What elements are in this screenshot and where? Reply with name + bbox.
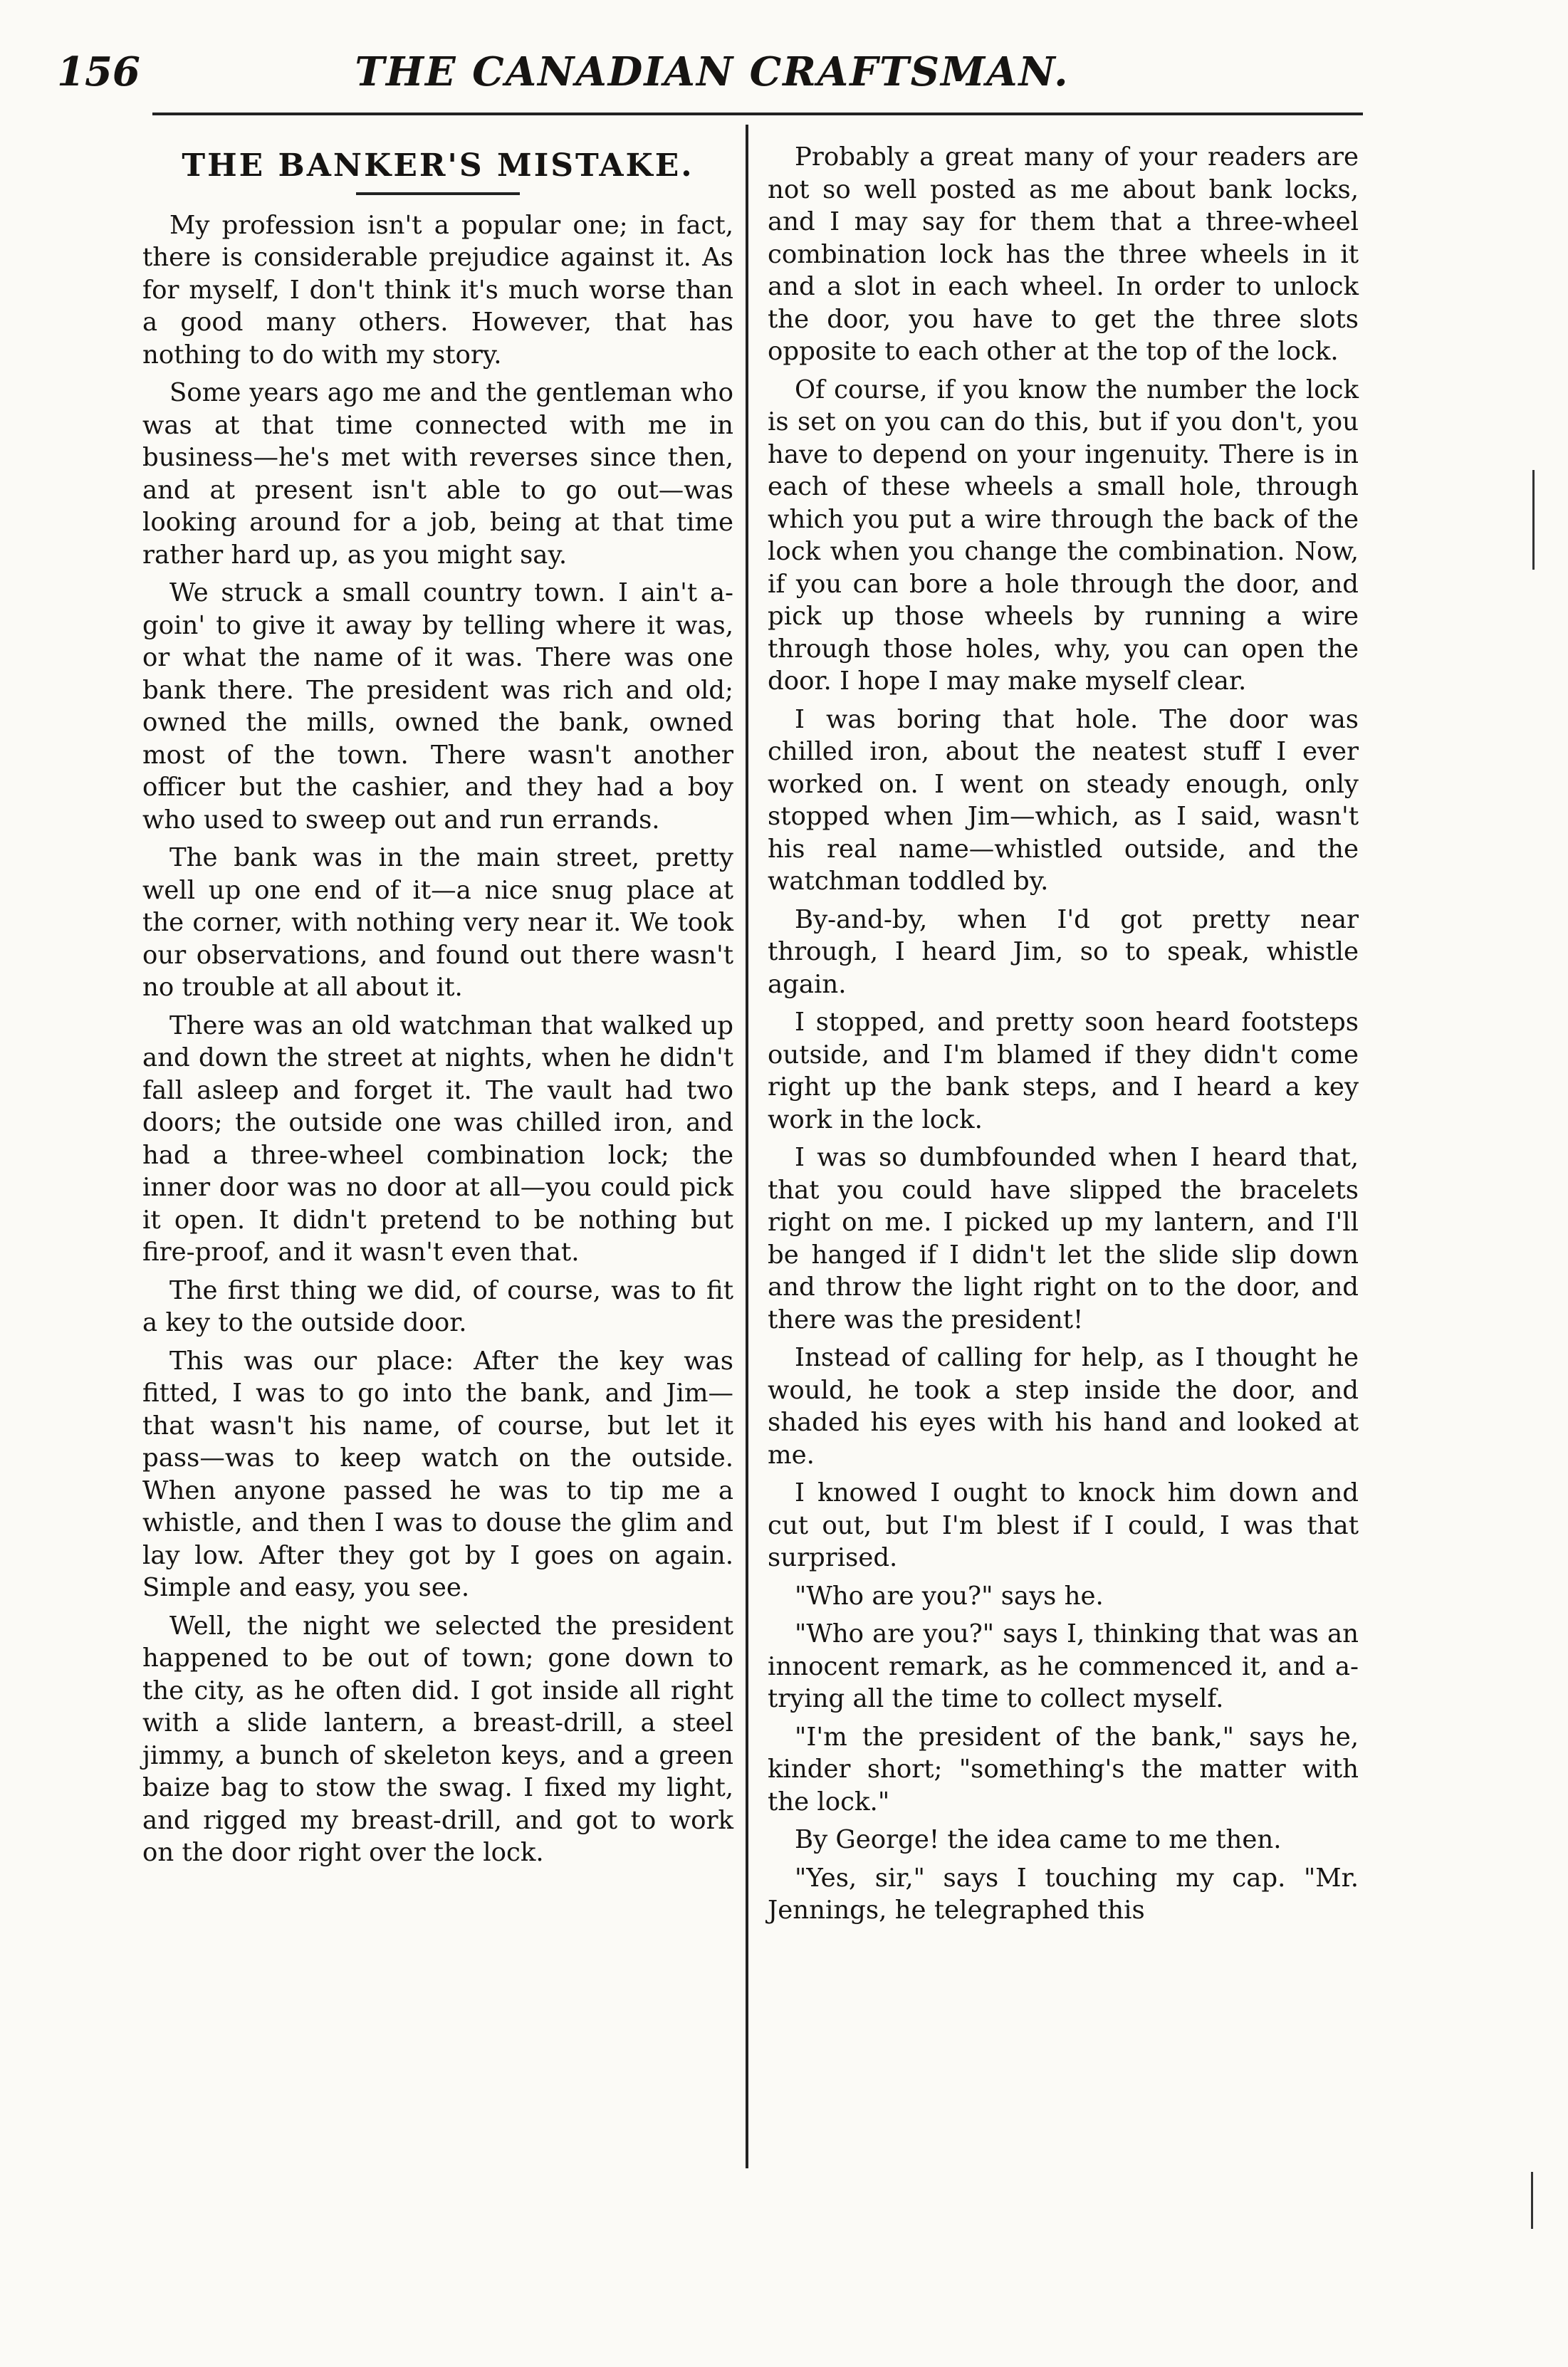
paragraph: Instead of calling for help, as I thought he would, he took a step inside the door, and shaded his eyes with his hand and looked at me. <box>768 1343 1359 1470</box>
paragraph: "I'm the president of the bank," says he, kinder short; "something's the matter with the lock." <box>768 1722 1359 1817</box>
paragraph: By-and-by, when I'd got pretty near through, I heard Jim, so to speak, whistle again. <box>768 904 1359 999</box>
margin-mark <box>1532 470 1535 570</box>
paragraph: Probably a great many of your readers are not so well posted as me about bank locks, and I may say for them that a three-wheel combination lock has the three wheels in it and a slot in each wheel. In order to unlock the door, you have to get the three slots opposite to each other at the top of the lock. <box>768 142 1359 366</box>
running-head: THE CANADIAN CRAFTSMAN. <box>355 48 1070 95</box>
page-number: 156 <box>57 48 140 95</box>
paragraph: Well, the night we selected the president happened to be out of town; gone down to the city, as he often did. I got inside all right with a slide lantern, a breast-drill, a steel jimmy, a bunch of skeleton keys, and a green baize bag to stow the swag. I fixed my light, and rigged my breast-drill, and got to work on the door right over the lock. <box>142 1611 733 1867</box>
paragraph: Of course, if you know the number the lock is set on you can do this, but if you don't, you have to depend on your ingenuity. There is in each of these wheels a small hole, through which you put a wire through the back of the lock when you change the combination. Now, if you can bore a hole through the door, and pick up those wheels by running a wire through those holes, why, you can open the door. I hope I may make myself clear. <box>768 375 1359 696</box>
paragraph: I was boring that hole. The door was chilled iron, about the neatest stuff I ever worked on. I went on steady enough, only stopped when Jim—which, as I said, wasn't his real name—whistled outside, and the watchman toddled by. <box>768 704 1359 896</box>
paragraph: I knowed I ought to knock him down and cut out, but I'm blest if I could, I was that surprised. <box>768 1478 1359 1572</box>
paragraph: By George! the idea came to me then. <box>795 1825 1282 1854</box>
paragraph: This was our place: After the key was fitted, I was to go into the bank, and Jim—that wasn't his name, of course, but let it pass—was to keep watch on the outside. When anyone passed he was to tip me a whistle, and then I was to douse the glim and lay low. After they got by I goes on again. Simple and easy, you see. <box>142 1346 733 1602</box>
paragraph: We struck a small country town. I ain't a-goin' to give it away by telling where it was, or what the name of it was. There was one bank there. The president was rich and old; owned the mills, owned the bank, owned most of the town. There wasn't another officer but the cashier, and they had a boy who used to sweep out and run errands. <box>142 578 733 835</box>
paragraph: "Yes, sir," says I touching my cap. "Mr. Jennings, he telegraphed this <box>768 1863 1359 1925</box>
right-column <box>768 141 1359 1933</box>
column-divider <box>746 125 748 2168</box>
paragraph: My profession isn't a popular one; in fact, there is considerable prejudice against it. As for myself, I don't think it's much worse than a good many others. However, that has nothing to do with my story. <box>142 210 733 370</box>
page-header <box>43 28 1381 114</box>
paragraph: The first thing we did, of course, was to fit a key to the outside door. <box>142 1275 733 1337</box>
left-column <box>142 141 733 1875</box>
article-title: THE BANKER'S MISTAKE. <box>182 147 694 184</box>
paragraph: "Who are you?" says I, thinking that was an innocent remark, as he commenced it, and a-trying all the time to collect myself. <box>768 1619 1359 1713</box>
margin-mark-lower <box>1531 2172 1533 2229</box>
header-rule <box>152 113 1363 115</box>
title-rule <box>356 192 520 195</box>
paragraph: Some years ago me and the gentleman who was at that time connected with me in business—he's met with reverses since then, and at present isn't able to go out—was looking around for a job, being at that time rather hard up, as you might say. <box>142 378 733 570</box>
paragraph: There was an old watchman that walked up and down the street at nights, when he didn't fall asleep and forget it. The vault had two doors; the outside one was chilled iron, and had a three-wheel combination lock; the inner door was no door at all—you could pick it open. It didn't pretend to be nothing but fire-proof, and it wasn't even that. <box>142 1010 733 1267</box>
paragraph: I stopped, and pretty soon heard footsteps outside, and I'm blamed if they didn't come right up the bank steps, and I heard a key work in the lock. <box>768 1008 1359 1134</box>
paragraph: I was so dumbfounded when I heard that, that you could have slipped the bracelets right on me. I picked up my lantern, and I'll be hanged if I didn't let the slide slip down and throw the light right on to the door, and there was the president! <box>768 1143 1359 1334</box>
paragraph: The bank was in the main street, pretty well up one end of it—a nice snug place at the corner, with nothing very near it. We took our observations, and found out there wasn't no trouble at all about it. <box>142 843 733 1002</box>
paragraph: "Who are you?" says he. <box>795 1581 1104 1611</box>
